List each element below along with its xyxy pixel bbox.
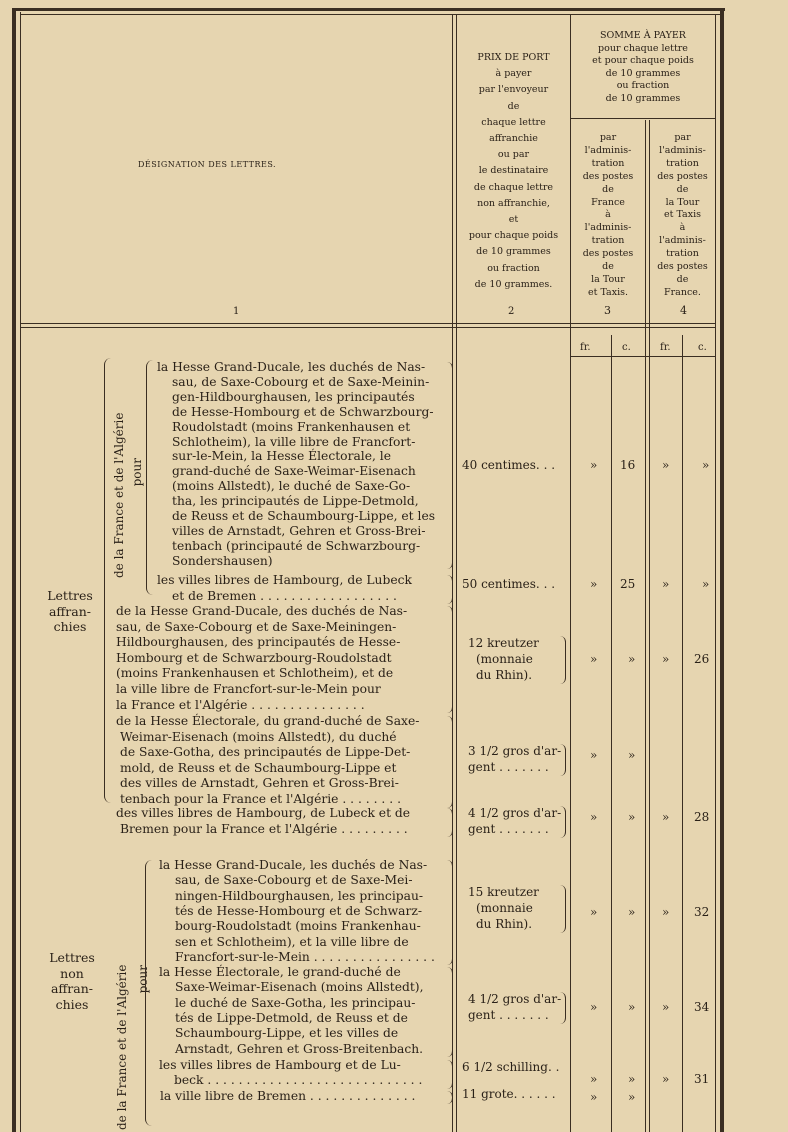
c-cell-col3: »	[628, 1072, 636, 1086]
price-cell: 6 1/2 schilling. .	[462, 1060, 560, 1074]
row-brace	[560, 806, 566, 838]
col3-header-line: des postes	[582, 248, 634, 260]
row-text-line: sau, de Saxe-Cobourg et de Saxe-Mei-	[175, 873, 413, 888]
fr-cell-col4: »	[662, 905, 670, 919]
col2-header-line: à payer	[495, 68, 532, 80]
row-text-line: Francfort-sur-le-Mein . . . . . . . . . . . . . . . .	[175, 949, 435, 964]
section1-label-line: Lettres	[47, 588, 93, 603]
row-text-line: et de Bremen . . . . . . . . . . . . . . . . . .	[172, 588, 397, 603]
fr-label-3: fr.	[580, 342, 591, 353]
c-cell-col4: 31	[694, 1072, 710, 1086]
col3-header-line: par	[599, 132, 617, 143]
section2-label-line: chies	[55, 996, 89, 1012]
section1-vertical-label: de la France et de l'Algérie	[112, 412, 126, 578]
col-sep-3	[645, 120, 646, 1132]
row-brace	[560, 636, 566, 684]
row-text-line: Bremen pour la France et l'Algérie . . . . . . . . .	[120, 821, 408, 836]
row-text-line: de Hesse-Hombourg et de Schwarzbourg-	[172, 404, 434, 419]
section2-brace	[145, 860, 152, 1126]
fr-cell-col3: »	[590, 652, 598, 666]
col3-header-line: des postes	[582, 170, 634, 182]
price-cell-line: 12 kreutzer	[468, 636, 539, 650]
col2-header-line: de 10 grammes.	[474, 278, 553, 290]
col34-header-line: et pour chaque poids	[592, 55, 694, 66]
frame-top-inner	[20, 14, 720, 15]
fr-c-line	[571, 356, 715, 357]
row-text-line: tenbach (principauté de Schwarzbourg-	[172, 538, 421, 553]
fr-cell-col4: »	[662, 1072, 670, 1086]
row-text-line: de la Hesse Grand-Ducale, des duchés de Nas-	[116, 604, 408, 618]
section2-vertical-label: de la France et de l'Algérie	[115, 964, 129, 1130]
row-text-line: grand-duché de Saxe-Weimar-Eisenach	[172, 464, 416, 479]
col4-header-line: à	[679, 222, 686, 234]
col3-header-line: à	[605, 209, 611, 221]
fr-cell-col3: »	[590, 905, 598, 919]
c-cell-col3: »	[628, 1090, 636, 1104]
frame-left	[12, 8, 16, 1132]
col3-header-line: tration	[591, 235, 625, 247]
c-cell-col3: 16	[620, 458, 636, 472]
c-cell-col3: »	[628, 905, 636, 919]
col3-header-line: de	[602, 261, 614, 273]
col4-header-line: tration	[666, 248, 699, 260]
price-cell-line: gent . . . . . . .	[468, 822, 549, 836]
col2-header-line: de chaque lettre	[473, 181, 554, 193]
row-text-line: ningen-Hildbourghausen, les principau-	[175, 888, 424, 903]
col34-header-line: de 10 grammes	[605, 92, 681, 104]
fr-cell-col3: »	[590, 1072, 598, 1086]
fr-cell-col4: »	[662, 1000, 670, 1014]
c-label-4: c.	[698, 342, 707, 353]
fr-cell-col4: »	[662, 810, 670, 824]
col2-header-line: PRIX DE PORT	[477, 52, 550, 63]
col1-title: DÉSIGNATION DES LETTRES.	[138, 160, 277, 169]
col3-header	[571, 132, 645, 300]
frame-top	[12, 8, 725, 11]
section1-label	[36, 588, 104, 635]
c-cell-col3: »	[628, 810, 636, 824]
col3-header-line: l'adminis-	[584, 222, 632, 234]
section2-label	[36, 950, 108, 1012]
col2-header	[457, 50, 570, 293]
col2-header-line: pour chaque poids	[468, 230, 559, 242]
c-cell-col4: 28	[694, 810, 710, 824]
col3-header-line: l'adminis-	[584, 144, 632, 156]
fr-cell-col4: »	[662, 652, 670, 666]
col4-header-line: et Taxis	[664, 209, 701, 221]
row-brace	[560, 992, 566, 1024]
col2-header-line: par l'envoyeur	[478, 84, 549, 96]
fr-cell-col3: »	[590, 458, 598, 472]
c-cell-col4: 32	[694, 905, 710, 919]
col3-header-line: de	[602, 183, 614, 195]
row-text-line: Saxe-Weimar-Eisenach (moins Allstedt),	[175, 980, 424, 995]
price-cell-line: gent . . . . . . .	[468, 760, 549, 774]
row-text-line: (moins Allstedt), le duché de Saxe-Go-	[172, 479, 411, 494]
c-cell-col4: 26	[694, 652, 710, 666]
col-number-1: 1	[233, 306, 240, 317]
price-cell-line: 3 1/2 gros d'ar-	[468, 744, 562, 758]
fr-cell-col4: »	[662, 577, 670, 591]
col34-header-line: SOMME À PAYER	[600, 30, 686, 41]
row-text-line: tha, les principautés de Lippe-Detmold,	[172, 494, 419, 509]
col34-header-line: ou fraction	[616, 80, 670, 91]
col34-header	[571, 30, 715, 105]
c-cell-col3: »	[628, 748, 636, 762]
col2-header-line: de	[507, 100, 520, 112]
row-text-line: de Reuss et de Schaumbourg-Lippe, et les	[172, 509, 436, 523]
row-text-line: la ville libre de Francfort-sur-le-Mein pour	[116, 682, 381, 696]
price-cell-line: du Rhin).	[476, 668, 533, 682]
row-text-line: tés de Hesse-Hombourg et de Schwarz-	[175, 903, 422, 918]
row-text-line: Roudolstadt (moins Frankenhausen et	[172, 419, 411, 434]
section2-vertical-pour: pour	[136, 965, 150, 994]
col2-header-line: chaque lettre	[481, 116, 546, 128]
row-brace	[447, 575, 453, 604]
col2-header-line: ou fraction	[487, 262, 540, 274]
col-number-2: 2	[508, 306, 515, 317]
row-text-line: des villes libres de Hambourg, de Lubeck et de	[116, 806, 411, 820]
col2-header-line: et	[508, 214, 519, 226]
frame-right-inner	[715, 14, 716, 1132]
c-cell-col4: 34	[694, 1000, 710, 1014]
row-brace	[447, 716, 453, 808]
c-cell-col3: »	[628, 652, 636, 666]
row-text-line: la Hesse Grand-Ducale, les duchés de Nas-	[159, 858, 428, 872]
col3-header-line: et Taxis.	[587, 286, 628, 298]
row-text-line: les villes libres de Hambourg et de Lu-	[159, 1058, 401, 1072]
row-text-line: des villes de Arnstadt, Gehren et Gross-Brei-	[120, 776, 399, 791]
fr-cell-col3: »	[590, 1000, 598, 1014]
row-text-line: les villes libres de Hambourg, de Lubeck	[157, 573, 412, 587]
price-cell-line: 15 kreutzer	[468, 885, 539, 899]
row-text-line: tenbach pour la France et l'Algérie . . . . . . . .	[120, 792, 401, 806]
col3-header-line: la Tour	[591, 273, 625, 285]
row-text-line: mold, de Reuss et de Schaumbourg-Lippe et	[120, 760, 397, 775]
row-text-line: (moins Frankenhausen et Schlotheim), et de	[116, 666, 394, 681]
col4-header	[650, 132, 715, 300]
c-cell-col4: »	[702, 577, 710, 591]
section1-vertical-pour: pour	[130, 458, 144, 487]
c-cell-col4: »	[702, 458, 710, 472]
row-text-line: Hombourg et de Schwarzbourg-Roudolstadt	[116, 650, 392, 665]
col4-mid	[682, 335, 683, 1132]
row-text-line: gen-Hildbourghausen, les principautés	[172, 389, 415, 404]
header-sub-line	[571, 118, 715, 119]
section1-outer-brace	[104, 358, 111, 803]
row-text-line: Schaumbourg-Lippe, et les villes de	[175, 1026, 399, 1041]
col4-header-line: tration	[666, 157, 699, 169]
row-text-line: de la Hesse Électorale, du grand-duché de Saxe-	[116, 714, 420, 728]
col3-header-line: tration	[591, 157, 625, 169]
row-text-line: Hildbourghausen, des principautés de Hesse-	[116, 635, 401, 650]
col4-header-line: l'adminis-	[659, 235, 706, 247]
col34-header-line: de 10 grammes	[605, 67, 681, 79]
section1-label-line: affran-	[48, 603, 92, 619]
price-cell: 50 centimes. . .	[462, 577, 556, 591]
col2-header-line: le destinataire	[478, 165, 549, 177]
row-text-line: villes de Arnstadt, Gehren et Gross-Brei-	[172, 523, 426, 538]
row-text-line: Weimar-Eisenach (moins Allstedt), du duché	[120, 729, 397, 744]
col4-header-line: de	[676, 273, 689, 285]
header-bottom-line-2	[20, 327, 715, 328]
col3-header-line: France	[591, 196, 625, 208]
row-brace	[447, 1060, 453, 1089]
row-brace	[560, 744, 566, 776]
fr-cell-col3: »	[590, 748, 598, 762]
fr-cell-col4: »	[662, 458, 670, 472]
row-brace	[447, 860, 453, 965]
row-text-line: sau, de Saxe-Cobourg et de Saxe-Meinin-	[172, 374, 430, 389]
row-text-line: sau, de Saxe-Cobourg et de Saxe-Meiningen-	[116, 619, 397, 634]
col3-mid	[611, 335, 612, 1132]
fr-cell-col3: »	[590, 810, 598, 824]
col4-header-line: la Tour	[665, 196, 700, 208]
col-sep-1	[452, 14, 453, 1132]
row-text-line: la Hesse Électorale, le grand-duché de	[159, 965, 401, 979]
row-text-line: le duché de Saxe-Gotha, les principau-	[175, 995, 416, 1010]
col34-header-line: pour chaque lettre	[598, 42, 688, 54]
row-text-line: de Saxe-Gotha, des principautés de Lippe-Det-	[120, 745, 411, 760]
frame-right	[720, 8, 724, 1132]
col2-header-line: ou par	[497, 149, 530, 161]
section2-label-line: Lettres	[49, 950, 95, 965]
row-text-line: beck . . . . . . . . . . . . . . . . . . . . . . . . . . . .	[174, 1073, 423, 1088]
section1-label-line: chies	[53, 619, 87, 634]
fr-label-4: fr.	[660, 342, 671, 353]
row-text-line: Sondershausen)	[172, 553, 273, 568]
col2-header-line: affranchie	[489, 133, 538, 145]
header-bottom-line	[20, 323, 715, 324]
c-cell-col3: 25	[620, 577, 636, 591]
price-cell-line: gent . . . . . . .	[468, 1008, 549, 1022]
price-cell-line: (monnaie	[476, 901, 533, 915]
col-number-4: 4	[680, 304, 687, 317]
row-brace	[447, 808, 453, 837]
price-cell: 11 grote. . . . . .	[462, 1087, 556, 1101]
row-brace	[560, 885, 566, 933]
price-cell-line: (monnaie	[476, 652, 533, 666]
row-brace	[447, 967, 453, 1057]
col4-header-line: France.	[664, 286, 701, 298]
row-text-line: Schlotheim), la ville libre de Francfort-	[172, 434, 416, 449]
price-cell-line: 4 1/2 gros d'ar-	[468, 992, 562, 1006]
row-text-line: sur-le-Mein, la Hesse Électorale, le	[172, 449, 392, 464]
row-text-line: la Hesse Grand-Ducale, les duchés de Nas-	[157, 360, 426, 374]
row-text-line: Arnstadt, Gehren et Gross-Breitenbach.	[175, 1041, 424, 1056]
col4-header-line: l'adminis-	[659, 144, 706, 156]
price-cell-line: du Rhin).	[476, 917, 533, 931]
row-text-line: bourg-Roudolstadt (moins Frankenhau-	[175, 919, 421, 934]
fr-cell-col3: »	[590, 1090, 598, 1104]
row-text-line: sen et Schlotheim), et la ville libre de	[175, 934, 409, 949]
col4-header-line: par	[674, 132, 691, 143]
price-cell-line: 4 1/2 gros d'ar-	[468, 806, 562, 820]
section2-label-line: affran-	[50, 981, 94, 996]
row-brace	[447, 606, 453, 713]
frame-left-inner	[20, 12, 21, 1132]
c-cell-col3: »	[628, 1000, 636, 1014]
row-text-line: la ville libre de Bremen . . . . . . . . . . . . . .	[160, 1089, 416, 1103]
col2-header-line: non affranchie,	[477, 197, 550, 209]
fr-cell-col3: »	[590, 577, 598, 591]
c-label-3: c.	[622, 342, 631, 353]
section1-inner-brace	[146, 360, 153, 595]
col4-header-line: des postes	[657, 170, 708, 182]
col-number-3: 3	[604, 304, 611, 317]
col4-header-line: des postes	[657, 261, 708, 273]
row-text-line: la France et l'Algérie . . . . . . . . . . . . . . .	[116, 697, 365, 712]
row-brace	[447, 362, 453, 569]
row-text-line: tés de Lippe-Detmold, de Reuss et de	[175, 1010, 408, 1025]
section2-label-line: non	[60, 965, 84, 981]
col2-header-line: de 10 grammes	[476, 246, 551, 258]
price-cell: 40 centimes. . .	[462, 458, 556, 472]
col4-header-line: de	[676, 183, 689, 195]
